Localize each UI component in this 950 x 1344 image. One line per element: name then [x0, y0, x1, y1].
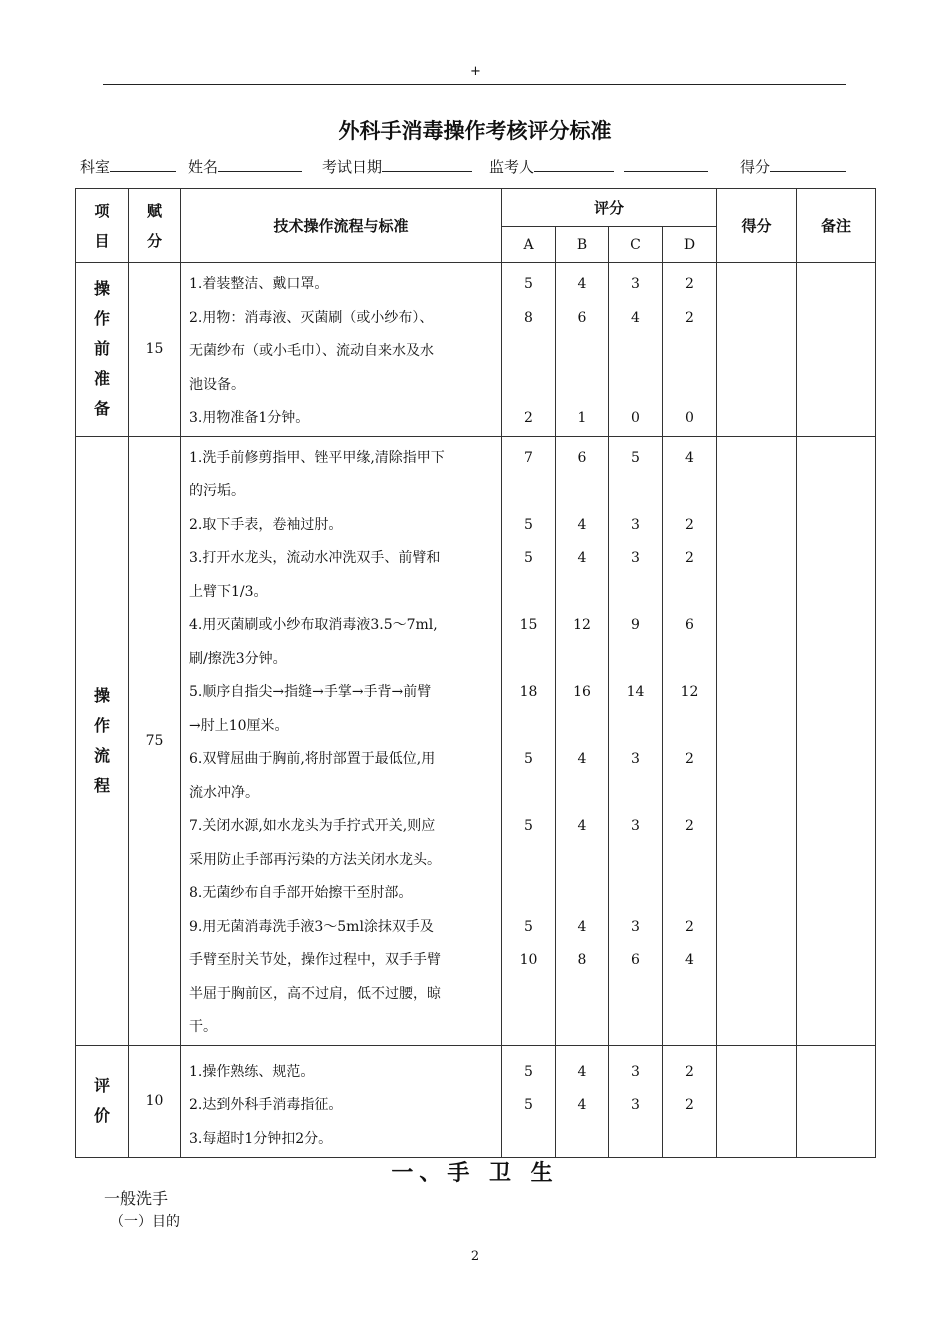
header-got: 得分 [717, 189, 797, 263]
standard-line: 1.洗手前修剪指甲、锉平甲缘,清除指甲下 [189, 449, 445, 466]
remark-cell[interactable] [797, 263, 876, 437]
date-field [322, 156, 472, 177]
standard-line: 7.关闭水源,如水龙头为手拧式开关,则应 [189, 818, 436, 834]
score-cell [556, 978, 608, 1012]
name-label: 姓名 [188, 158, 219, 176]
score-cell: 5 [524, 550, 533, 566]
score-cell: 9 [631, 617, 640, 633]
grade-column-b [556, 1045, 609, 1157]
score-cell: 3 [631, 276, 640, 292]
score-cell: 4 [577, 1063, 587, 1080]
score-cell [609, 369, 662, 403]
section-name [76, 263, 129, 437]
score-cell [663, 369, 716, 403]
header-rule [103, 84, 846, 85]
section-standards [181, 263, 502, 437]
section-name-char: 流 [93, 745, 110, 765]
score-cell [663, 777, 716, 811]
score-cell: 0 [631, 410, 640, 426]
score-cell [502, 369, 555, 403]
score-cell: 5 [524, 818, 533, 834]
date-blank [382, 157, 472, 172]
grade-column-b [556, 263, 609, 437]
subheading: 一般洗手 [104, 1189, 169, 1208]
grade-column-c [609, 1045, 663, 1157]
grade-c: C [609, 227, 663, 263]
grade-column-a [502, 436, 556, 1045]
standard-line: 干。 [189, 1019, 217, 1035]
score-cell: 3 [631, 516, 640, 533]
score-cell [556, 369, 608, 403]
score-cell [663, 1011, 716, 1045]
score-cell: 4 [577, 751, 587, 767]
standard-line: 3.每超时1分钟扣2分。 [189, 1130, 333, 1147]
section-points: 15 [129, 263, 181, 437]
standard-line: 9.用无菌消毒洗手液3～5ml涂抹双手及 [189, 918, 434, 935]
score-cell [663, 1123, 716, 1157]
section-name-char: 作 [93, 309, 110, 329]
section-standards [181, 436, 502, 1045]
score-cell: 0 [685, 410, 694, 426]
score-cell: 16 [573, 684, 591, 700]
score-cell [556, 335, 608, 369]
score-cell: 3 [631, 818, 640, 834]
scoring-table [75, 188, 876, 1158]
date-label: 考试日期 [322, 158, 383, 176]
score-cell [609, 576, 662, 610]
subsubheading: （一）目的 [110, 1214, 180, 1230]
score-cell: 2 [685, 751, 694, 767]
score-cell: 14 [626, 684, 645, 700]
score-cell [609, 844, 662, 878]
header-mark: + [470, 64, 481, 79]
header-rating: 评分 [502, 189, 717, 227]
score-cell [502, 576, 555, 610]
standard-line: 刷/擦洗3分钟。 [189, 650, 287, 667]
score-cell: 6 [577, 449, 587, 466]
proctor-field [489, 156, 708, 177]
grade-column-b [556, 436, 609, 1045]
score-cell: 3 [631, 550, 640, 566]
score-cell: 2 [685, 918, 694, 935]
score-cell [609, 710, 662, 744]
score-cell [663, 877, 716, 911]
score-cell [663, 576, 716, 610]
section-name-char: 操 [93, 685, 110, 705]
score-cell [609, 335, 662, 369]
standard-line: →肘上10厘米。 [189, 717, 289, 734]
grade-column-d [663, 263, 717, 437]
grade-d: D [663, 227, 717, 263]
score-cell [663, 844, 716, 878]
standard-line: 6.双臂屈曲于胸前,将肘部置于最低位,用 [189, 751, 436, 767]
score-cell [502, 844, 555, 878]
section-standards [181, 1045, 502, 1157]
score-cell [502, 777, 555, 811]
section-name [76, 436, 129, 1045]
score-cell [556, 777, 608, 811]
score-cell: 12 [680, 684, 699, 700]
score-cell [663, 978, 716, 1012]
score-cell [502, 475, 555, 509]
score-cell: 8 [577, 952, 587, 968]
proctor-label: 监考人 [489, 158, 535, 176]
section-points: 75 [129, 436, 181, 1045]
page-title: 外科手消毒操作考核评分标准 [338, 119, 612, 143]
score-cell [663, 475, 716, 509]
score-cell: 4 [685, 449, 694, 466]
standard-line: 流水冲净。 [189, 784, 259, 801]
standard-line: 5.顺序自指尖→指缝→手掌→手背→前臂 [189, 684, 432, 700]
score-cell [609, 877, 662, 911]
section-name-char: 评 [93, 1076, 110, 1095]
score-cell [556, 710, 608, 744]
score-cell: 2 [685, 516, 694, 533]
score-cell: 2 [685, 276, 694, 292]
score-cell: 2 [685, 550, 694, 566]
got-cell[interactable] [717, 263, 797, 437]
grade-column-d [663, 1045, 717, 1157]
standard-line: 池设备。 [189, 376, 245, 393]
section-points: 10 [129, 1045, 181, 1157]
score-cell: 4 [685, 952, 694, 968]
header-standard: 技术操作流程与标准 [181, 189, 502, 263]
score-cell [663, 335, 716, 369]
standard-line: 3.用物准备1分钟。 [189, 410, 310, 426]
score-cell [556, 576, 608, 610]
score-cell: 5 [524, 751, 533, 767]
score-cell [502, 877, 555, 911]
score-blank [770, 157, 846, 172]
score-cell: 12 [573, 617, 591, 633]
name-field [188, 156, 302, 177]
score-cell [663, 710, 716, 744]
section-name-char: 价 [93, 1106, 110, 1125]
page-number: 2 [470, 1249, 480, 1264]
score-cell: 5 [524, 516, 533, 533]
score-cell: 2 [685, 309, 694, 326]
score-cell [556, 844, 608, 878]
score-cell: 3 [631, 1063, 640, 1080]
remark-cell[interactable] [797, 1045, 876, 1157]
score-cell [556, 475, 608, 509]
section-name-char: 操 [93, 279, 110, 299]
proctor-blank [534, 157, 614, 172]
grade-column-d [663, 436, 717, 1045]
grade-column-c [609, 263, 663, 437]
score-cell [502, 643, 555, 677]
score-cell: 8 [524, 309, 533, 326]
standard-line: 2.用物：消毒液、灭菌刷（或小纱布）、 [189, 309, 434, 326]
score-cell: 2 [685, 1097, 694, 1113]
score-label: 得分 [740, 158, 771, 176]
score-cell [502, 710, 555, 744]
standard-line: 4.用灭菌刷或小纱布取消毒液3.5～7ml, [189, 617, 438, 633]
section-name-char: 备 [93, 399, 110, 419]
score-cell [502, 1011, 555, 1045]
score-cell: 4 [631, 309, 640, 326]
score-cell: 2 [685, 1063, 694, 1080]
score-cell: 18 [519, 684, 538, 700]
score-cell: 5 [524, 1063, 533, 1080]
score-cell: 2 [524, 410, 533, 426]
score-cell: 5 [524, 918, 533, 935]
section-name-char: 前 [93, 339, 110, 359]
score-cell [609, 643, 662, 677]
score-cell [609, 1011, 662, 1045]
score-cell [609, 978, 662, 1012]
standard-line: 手臂至肘关节处，操作过程中，双手手臂 [189, 952, 441, 968]
dept-field [80, 156, 176, 177]
standard-line: 8.无菌纱布自手部开始擦干至肘部。 [189, 885, 413, 901]
score-cell: 15 [519, 617, 538, 633]
score-cell: 1 [577, 410, 587, 426]
remark-cell[interactable] [797, 436, 876, 1045]
score-cell [502, 978, 555, 1012]
standard-line: 采用防止手部再污染的方法关闭水龙头。 [189, 851, 441, 868]
score-cell [556, 877, 608, 911]
extra-blank [624, 157, 708, 172]
header-remark: 备注 [797, 189, 876, 263]
score-cell: 6 [631, 952, 640, 968]
score-cell: 10 [519, 952, 538, 968]
score-cell: 4 [577, 550, 587, 566]
standard-line: 的污垢。 [189, 483, 245, 499]
dept-blank [110, 157, 176, 172]
grade-column-c [609, 436, 663, 1045]
standard-line: 无菌纱布（或小毛巾）、流动自来水及水 [189, 343, 434, 359]
got-cell[interactable] [717, 436, 797, 1045]
score-cell [609, 1123, 662, 1157]
grade-column-a [502, 1045, 556, 1157]
got-cell[interactable] [717, 1045, 797, 1157]
name-blank [218, 157, 302, 172]
standard-line: 上臂下1/3。 [189, 583, 268, 600]
score-cell: 4 [577, 276, 587, 292]
section-name-char: 准 [93, 369, 110, 389]
score-cell [609, 475, 662, 509]
section-heading: 一、手 卫 生 [391, 1161, 559, 1186]
score-cell [556, 1011, 608, 1045]
score-cell [502, 1123, 555, 1157]
score-cell: 3 [631, 751, 640, 767]
standard-line: 2.达到外科手消毒指征。 [189, 1097, 343, 1113]
grade-column-a [502, 263, 556, 437]
score-cell [502, 335, 555, 369]
dept-label: 科室 [80, 158, 111, 176]
section-row [76, 1045, 876, 1157]
score-cell: 5 [524, 1097, 533, 1113]
section-row [76, 436, 876, 1045]
grade-b: B [556, 227, 609, 263]
standard-line: 1.着装整洁、戴口罩。 [189, 276, 329, 292]
score-cell: 5 [631, 449, 640, 466]
score-cell [609, 777, 662, 811]
score-cell: 4 [577, 918, 587, 935]
score-cell: 3 [631, 918, 640, 935]
score-cell: 3 [631, 1097, 640, 1113]
score-cell [556, 643, 608, 677]
score-cell: 6 [685, 617, 694, 633]
grade-a: A [502, 227, 556, 263]
score-cell: 2 [685, 818, 694, 834]
score-field [740, 156, 846, 177]
standard-line: 2.取下手表，卷袖过肘。 [189, 516, 343, 533]
header-item: 项 目 [76, 189, 129, 263]
section-name [76, 1045, 129, 1157]
score-cell: 4 [577, 516, 587, 533]
score-cell [556, 1123, 608, 1157]
score-cell: 4 [577, 1097, 587, 1113]
score-cell: 4 [577, 818, 587, 834]
score-cell [663, 643, 716, 677]
standard-line: 3.打开水龙头，流动水冲洗双手、前臂和 [189, 550, 441, 566]
score-cell: 7 [524, 449, 533, 466]
standard-line: 1.操作熟练、规范。 [189, 1063, 315, 1080]
section-row [76, 263, 876, 437]
section-name-char: 作 [93, 715, 110, 735]
header-points: 赋 分 [129, 189, 181, 263]
section-name-char: 程 [93, 775, 110, 795]
score-cell: 5 [524, 276, 533, 292]
standard-line: 半屈于胸前区，高不过肩，低不过腰，晾 [189, 985, 441, 1002]
score-cell: 6 [577, 309, 587, 326]
